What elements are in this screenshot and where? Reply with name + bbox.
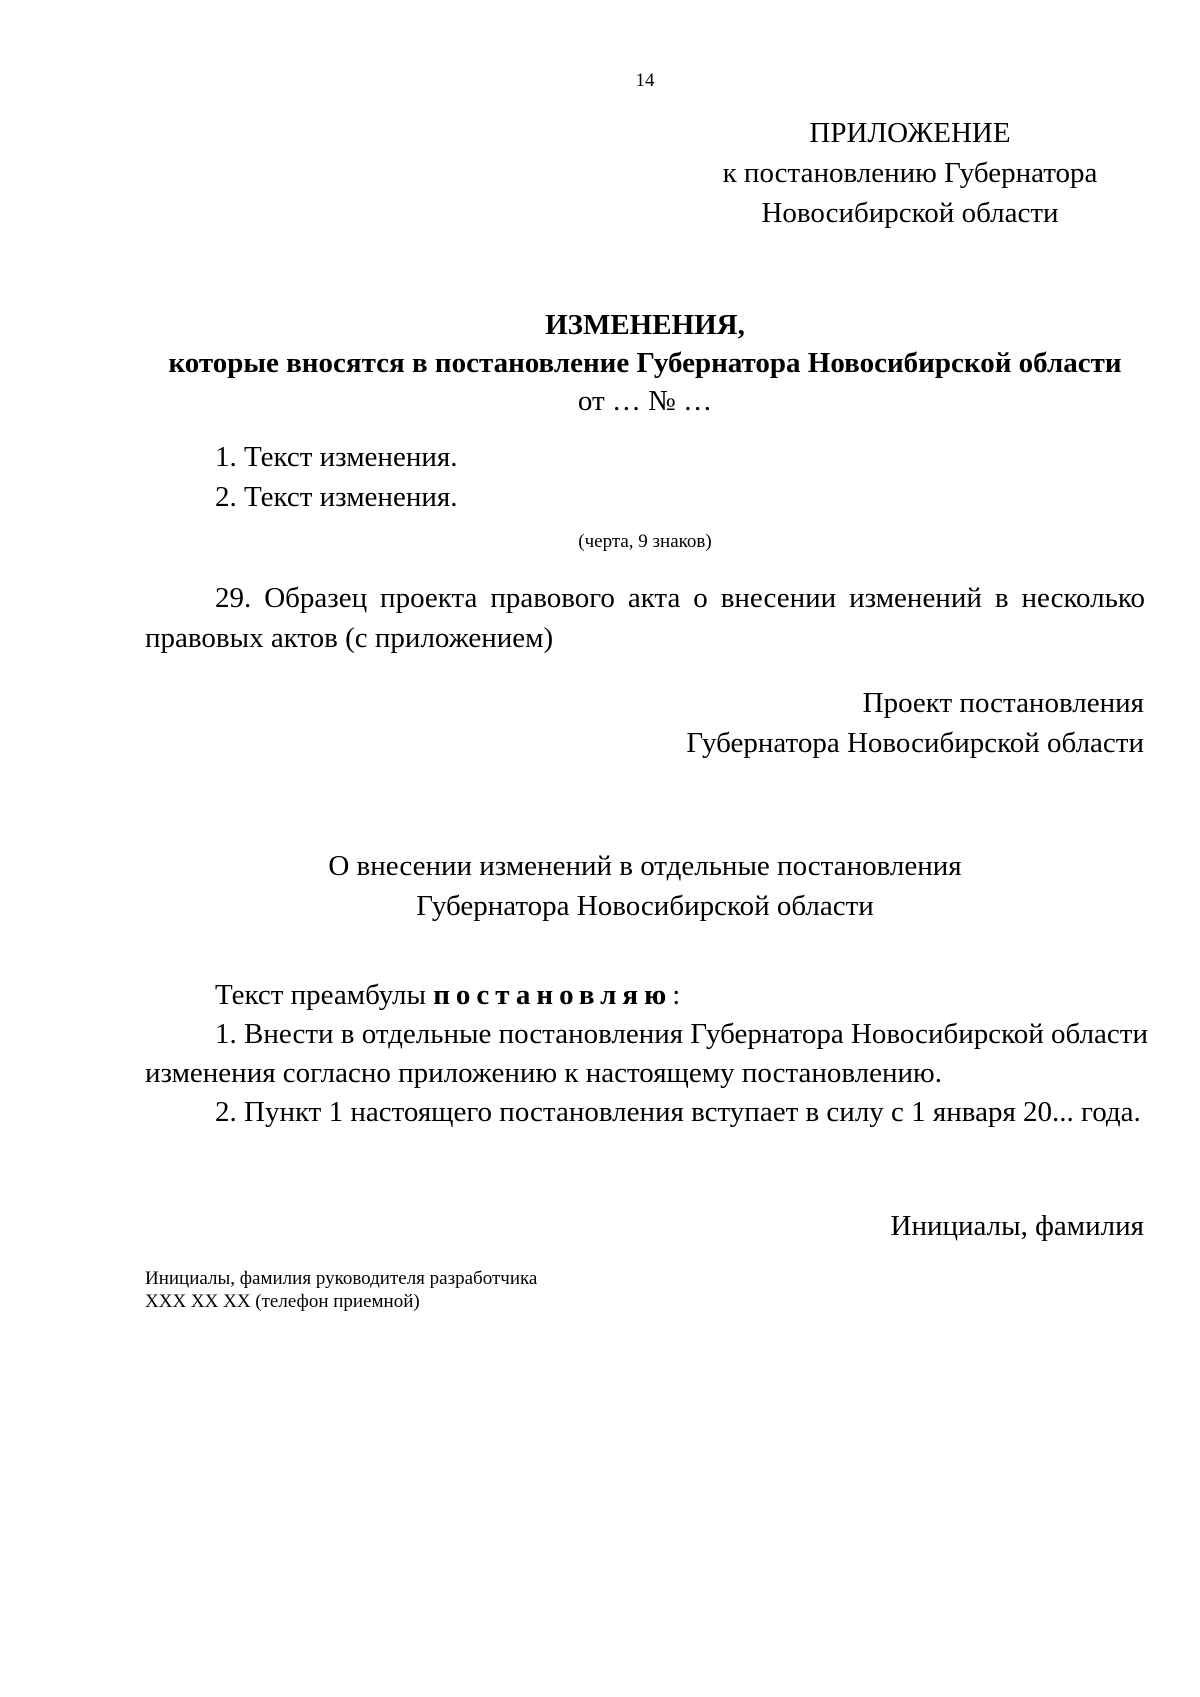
project-header-line-2: Губернатора Новосибирской области xyxy=(686,727,1144,759)
preamble-item-1-line-1: 1. Внести в отдельные постановления Губернатора Новосибирской области xyxy=(215,1018,1148,1050)
preamble-line xyxy=(145,976,1145,1015)
act-title-line-2: Губернатора Новосибирской области xyxy=(416,890,874,922)
preamble-item-1-line-2: изменения согласно приложению к настоящему постановлению. xyxy=(145,1057,942,1089)
changes-list xyxy=(215,437,457,517)
preamble-keyword: постановляю xyxy=(433,979,673,1011)
appendix-line-1: ПРИЛОЖЕНИЕ xyxy=(809,117,1011,149)
changes-item-2: 2. Текст изменения. xyxy=(215,481,458,513)
changes-item-1: 1. Текст изменения. xyxy=(215,441,458,473)
section-29-paragraph xyxy=(145,578,1145,658)
act-title xyxy=(90,846,1200,926)
changes-title: ИЗМЕНЕНИЯ, xyxy=(545,309,745,341)
divider-note: (черта, 9 знаков) xyxy=(578,531,712,552)
preamble-colon: : xyxy=(672,979,681,1011)
footer-line-2: ХХХ ХХ ХХ (телефон приемной) xyxy=(145,1291,420,1312)
preamble-item-2: 2. Пункт 1 настоящего постановления вступает в силу с 1 января 20... года. xyxy=(215,1096,1141,1128)
footer-line-1: Инициалы, фамилия руководителя разработчика xyxy=(145,1268,538,1289)
project-header xyxy=(686,683,1144,763)
signature: Инициалы, фамилия xyxy=(890,1210,1144,1242)
developer-footer xyxy=(145,1267,537,1313)
act-title-line-1: О внесении изменений в отдельные постановления xyxy=(328,850,962,882)
section-29-line-2: правовых актов (с приложением) xyxy=(145,622,554,654)
page-number: 14 xyxy=(635,70,655,91)
appendix-header xyxy=(700,113,1120,233)
changes-subtitle: которые вносятся в постановление Губернатора Новосибирской области xyxy=(168,347,1122,379)
section-29-line-1: 29. Образец проекта правового акта о внесении изменений в несколько xyxy=(215,582,1145,614)
changes-title-block xyxy=(90,306,1200,420)
preamble-lead: Текст преамбулы xyxy=(215,979,434,1011)
appendix-line-2: к постановлению Губернатора xyxy=(722,157,1098,189)
preamble-block xyxy=(145,976,1148,1132)
appendix-line-3: Новосибирской области xyxy=(761,197,1059,229)
changes-date-number: от … № … xyxy=(577,385,713,417)
project-header-line-1: Проект постановления xyxy=(862,687,1144,719)
